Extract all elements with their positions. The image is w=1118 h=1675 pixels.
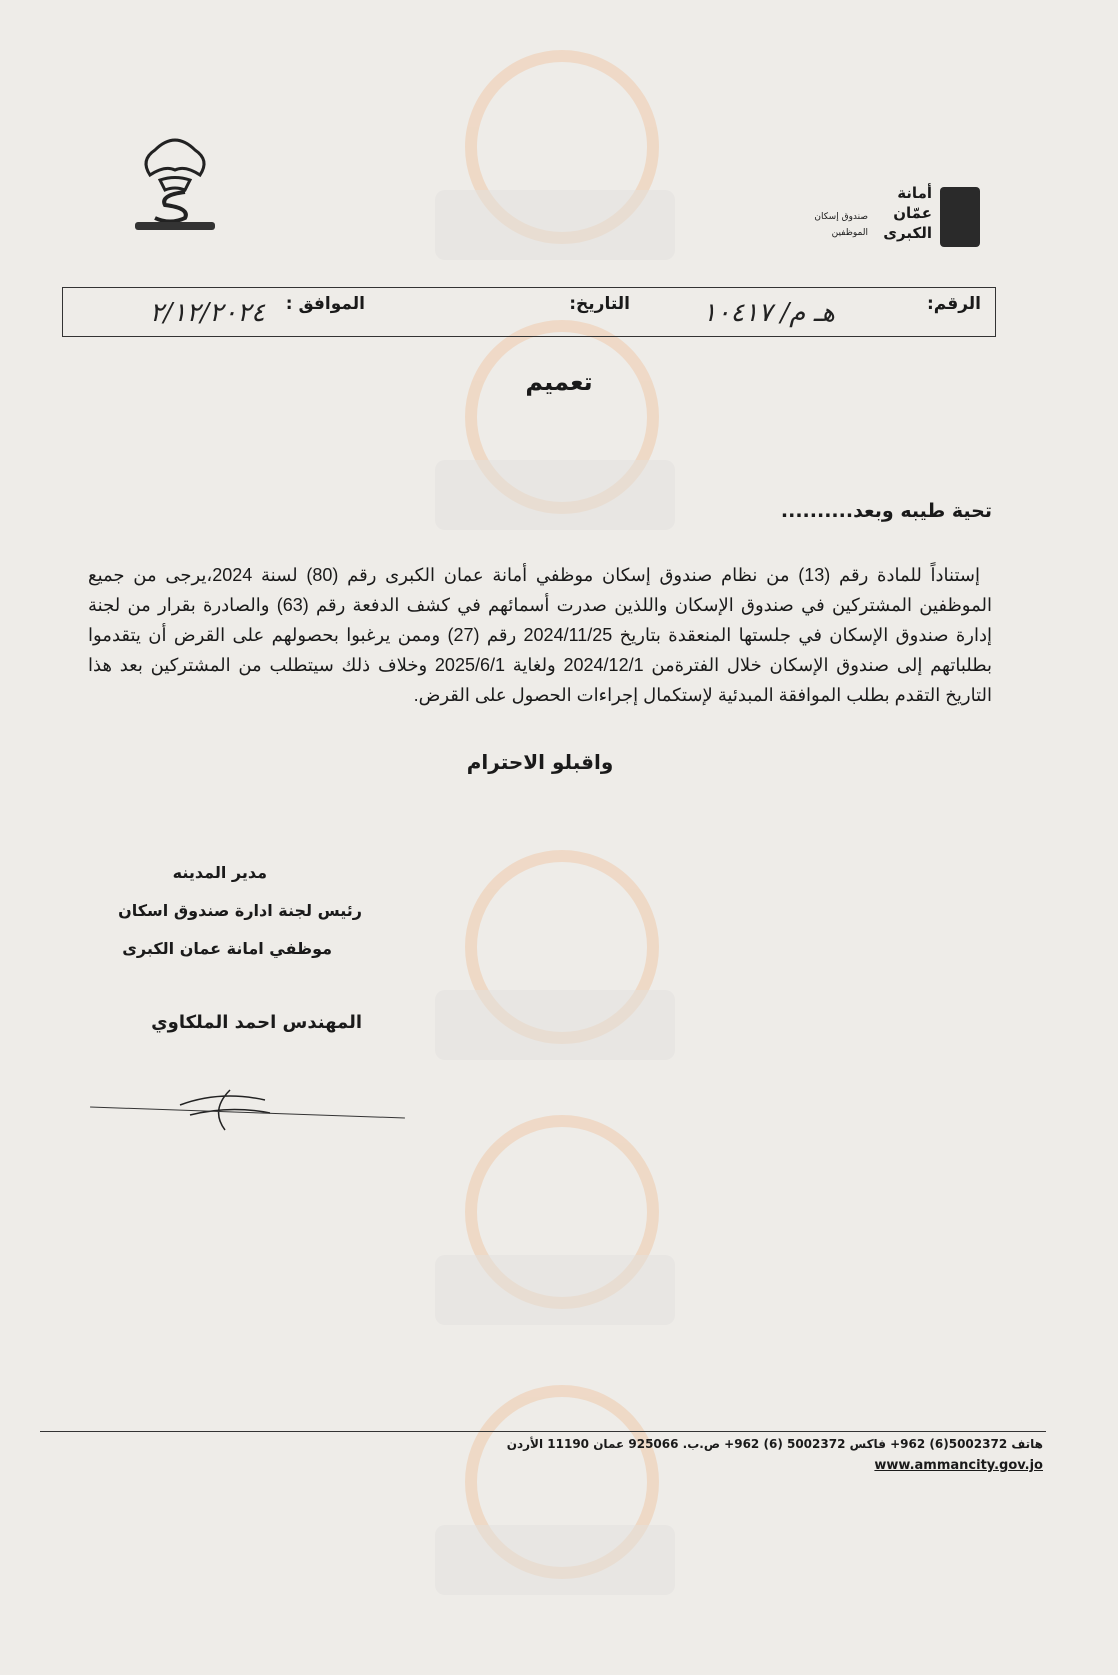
greeting: تحية طيبه وبعد.......... <box>780 500 992 522</box>
org-name-line3: الكبرى <box>883 224 932 242</box>
date-label: التاريخ: <box>569 294 630 314</box>
reference-box <box>62 287 996 337</box>
signatory-title-1: مدير المدينه <box>172 863 267 882</box>
footer-website[interactable]: www.ammancity.gov.jo <box>874 1458 1043 1473</box>
signatory-title-3: موظفي امانة عمان الكبرى <box>122 939 332 958</box>
document-title: تعميم <box>525 368 593 396</box>
closing: واقبلو الاحترام <box>466 750 614 774</box>
footer-divider <box>40 1431 1046 1432</box>
org-name-line1: أمانة <box>897 184 932 202</box>
letter-body <box>88 560 992 1042</box>
watermark <box>405 1105 705 1405</box>
amman-municipality-logo <box>800 182 1000 252</box>
org-name-line2: عمّان <box>893 204 932 222</box>
number-value: هـ م/ ١٠٤١٧ <box>702 298 835 328</box>
signatory-name: المهندس احمد الملكاوي <box>151 1012 362 1033</box>
signatory-title-2: رئيس لجنة ادارة صندوق اسكان <box>118 901 362 920</box>
dept-name-line1: صندوق إسكان <box>814 212 868 222</box>
body-text <box>88 560 992 710</box>
logo-mark-icon <box>940 187 980 247</box>
royal-crest-logo <box>130 130 220 238</box>
number-label: الرقم: <box>926 294 981 314</box>
dept-name-line2: الموظفين <box>831 228 868 238</box>
corresponding-label: الموافق : <box>285 294 365 314</box>
footer-contact: هاتف 5002372(6) 962+ فاكس 5002372 (6) 962+ ص.ب. 925066 عمان 11190 الأردن <box>506 1437 1043 1451</box>
corresponding-value: ٢/١٢/٢٠٢٤ <box>149 298 265 328</box>
watermark <box>405 1375 705 1675</box>
signature-block <box>82 854 362 1042</box>
body-paragraph: إستناداً للمادة رقم (13) من نظام صندوق إسكان موظفي أمانة عمان الكبرى رقم (80) لسنة 2024،يرجى من جميع الموظفين المشتركين في صندوق الإسكان واللذين صدرت أسمائهم في كشف الدفعة رقم (63) والصادرة بقرار من لجنة إدارة صندوق الإسكان في جلستها المنعقدة بتاريخ 2024/11/25 رقم (27) وممن يرغبوا بحصولهم على القرض أن يتقدموا بطلباتهم إلى صندوق الإسكان خلال الفترةمن 2024/12/1 ولغاية 2025/6/1 وخلاف ذلك سيتطلب من المشتركين بعد هذا التاريخ التقدم بطلب الموافقة المبدئية لإستكمال إجراءات الحصول على القرض. <box>88 565 993 705</box>
